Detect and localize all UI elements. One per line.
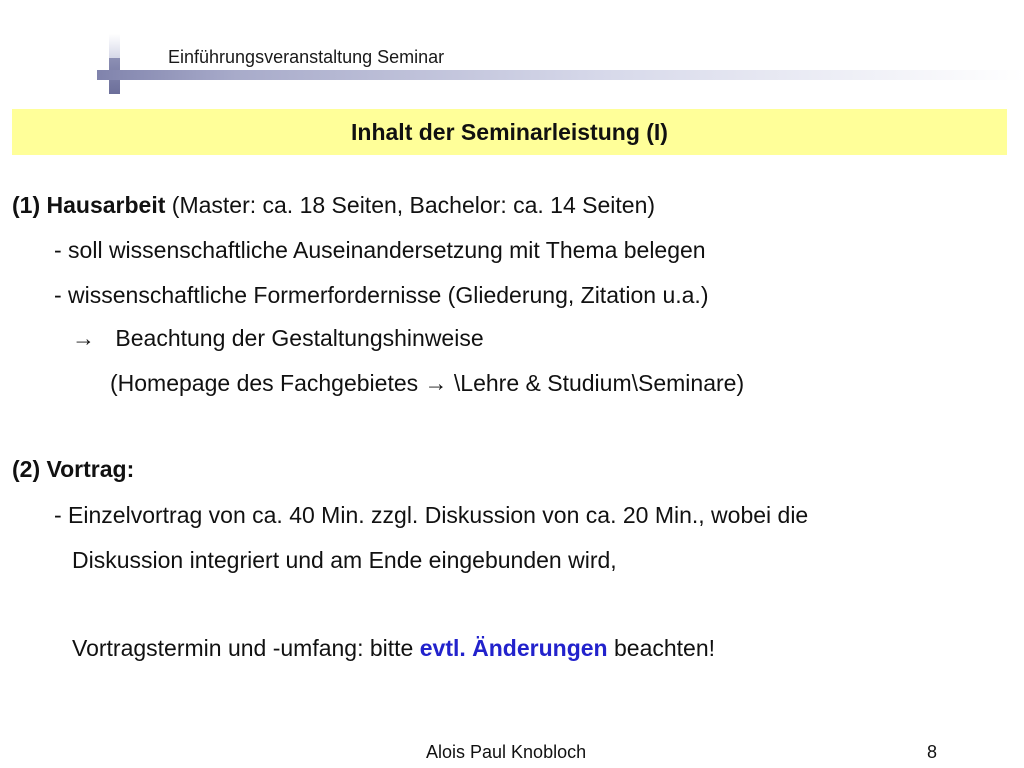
section2-note-post: beachten! [613,635,716,661]
section1-bullet-1: - soll wissenschaftliche Auseinandersetzung mit Thema belegen [54,237,706,263]
section1-arrow-detail: (Homepage des Fachgebietes → \Lehre & Studium\Seminare) [110,370,745,396]
course-title: Einführungsveranstaltung Seminar [168,47,445,67]
header-accent-bar-top [109,34,120,58]
section2-bullet-1: - Einzelvortrag von ca. 40 Min. zzgl. Diskussion von ca. 20 Min., wobei die [54,502,809,528]
section2-heading: (2) Vortrag: [12,456,135,482]
footer-author: Alois Paul Knobloch [426,742,587,762]
slide-title: Inhalt der Seminarleistung (I) [351,118,668,145]
section1-number: (1) [12,192,41,218]
section1-heading: Hausarbeit [46,192,166,218]
section1-line [12,192,655,219]
header-accent-bar-horizontal [97,70,1024,80]
section1-arrow-text: Beachtung der Gestaltungshinweise [115,325,484,351]
section2-bullet-1-continued: Diskussion integriert und am Ende eingebunden wird, [72,547,617,573]
section1-detail: (Master: ca. 18 Seiten, Bachelor: ca. 14 Seiten) [171,192,656,218]
slide-title-band [12,109,1007,155]
section2-note-pre: Vortragstermin und -umfang: bitte [72,635,414,661]
right-arrow-icon: → [72,325,95,351]
section1-arrow-line [72,325,484,352]
section1-bullet-2: - wissenschaftliche Formerfordernisse (Gliederung, Zitation u.a.) [54,282,709,308]
section2-note-highlight: evtl. Änderungen [419,635,608,661]
footer-page-number: 8 [927,742,938,762]
section2-note [72,635,715,662]
